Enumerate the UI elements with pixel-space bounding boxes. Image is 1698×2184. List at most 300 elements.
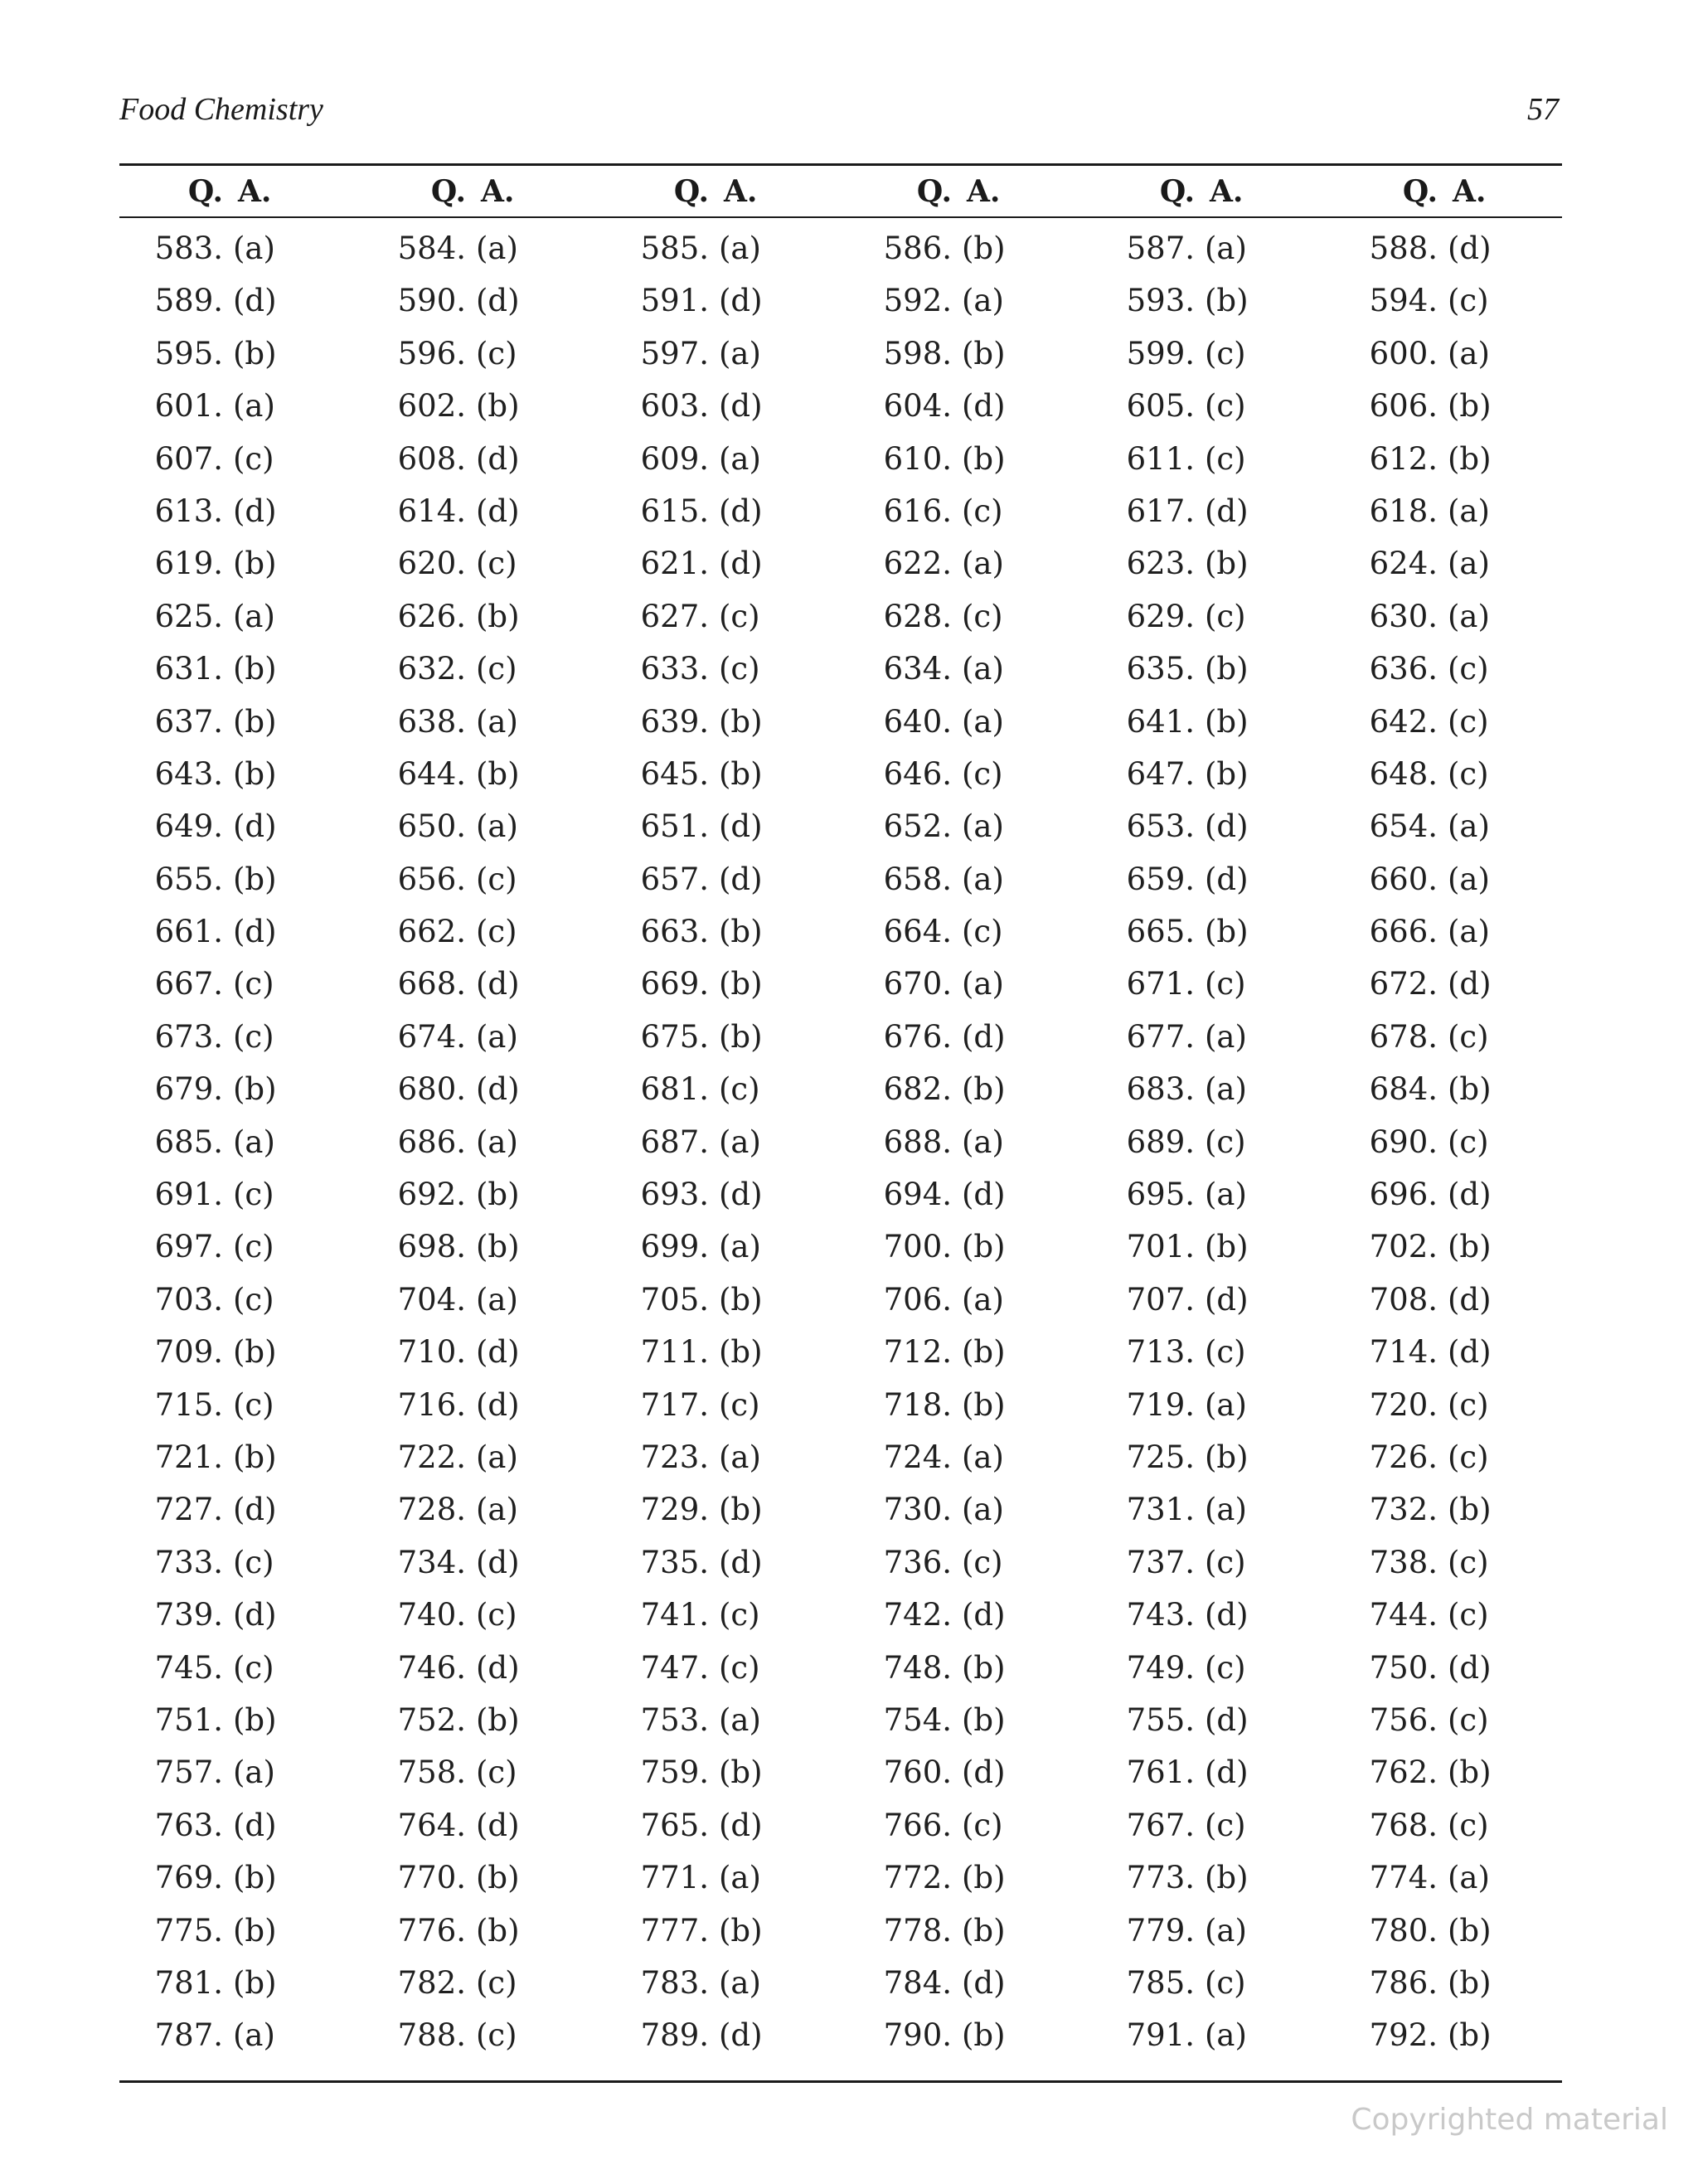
table-top-rule — [119, 163, 1562, 166]
table-row — [119, 696, 1562, 748]
answer-option: (b) — [1448, 388, 1492, 425]
question-number: 782. — [397, 1964, 466, 2001]
answer-option: (b) — [1205, 1860, 1249, 1896]
answer-option: (a) — [476, 1281, 518, 1318]
answer-option: (d) — [719, 493, 763, 529]
question-number: 771. — [640, 1860, 709, 1896]
table-row — [119, 1536, 1562, 1589]
answer-option: (b) — [476, 1701, 520, 1738]
answer-option: (a) — [962, 861, 1004, 897]
table-header-rule — [119, 216, 1562, 218]
answer-option: (b) — [233, 1439, 277, 1475]
question-number: 755. — [1126, 1701, 1195, 1738]
answer-option: (a) — [476, 1018, 518, 1055]
question-number: 629. — [1126, 598, 1195, 634]
question-number: 689. — [1126, 1124, 1195, 1160]
question-number: 651. — [640, 808, 709, 845]
question-number: 774. — [1369, 1860, 1438, 1896]
answer-option: (a) — [1205, 1071, 1247, 1108]
answer-option: (b) — [719, 755, 763, 792]
answer-option: (c) — [719, 651, 760, 687]
question-number: 601. — [154, 388, 223, 425]
table-row — [119, 1589, 1562, 1641]
column-header-q: Q. — [1402, 174, 1438, 209]
answer-option: (a) — [962, 703, 1004, 740]
answer-option: (b) — [1205, 283, 1249, 319]
answer-option: (d) — [719, 808, 763, 845]
answer-option: (c) — [719, 598, 760, 634]
question-number: 625. — [154, 598, 223, 634]
table-header-row — [119, 167, 1562, 216]
answer-option: (d) — [233, 1492, 277, 1528]
question-number: 773. — [1126, 1860, 1195, 1896]
question-number: 691. — [154, 1177, 223, 1213]
answer-option: (a) — [1448, 861, 1490, 897]
answer-option: (b) — [1205, 1229, 1249, 1265]
question-number: 715. — [154, 1386, 223, 1423]
answer-option: (b) — [719, 914, 763, 950]
question-number: 780. — [1369, 1912, 1438, 1949]
answer-option: (c) — [1205, 1124, 1246, 1160]
question-number: 623. — [1126, 546, 1195, 582]
answer-option: (c) — [233, 1386, 274, 1423]
question-number: 777. — [640, 1912, 709, 1949]
answer-option: (b) — [719, 1281, 763, 1318]
answer-option: (c) — [1448, 1597, 1489, 1633]
answer-option: (b) — [233, 1071, 277, 1108]
question-number: 636. — [1369, 651, 1438, 687]
table-row — [119, 485, 1562, 537]
answer-option: (c) — [1205, 966, 1246, 1002]
question-number: 657. — [640, 861, 709, 897]
question-number: 660. — [1369, 861, 1438, 897]
page-number: 57 — [1527, 92, 1559, 127]
answer-option: (d) — [719, 1544, 763, 1580]
question-number: 751. — [154, 1701, 223, 1738]
question-number: 779. — [1126, 1912, 1195, 1949]
table-row — [119, 1852, 1562, 1904]
answer-option: (c) — [719, 1649, 760, 1686]
answer-option: (b) — [1205, 703, 1249, 740]
question-number: 658. — [883, 861, 952, 897]
answer-option: (a) — [1205, 1492, 1247, 1528]
answer-option: (d) — [476, 440, 520, 477]
question-number: 612. — [1369, 440, 1438, 477]
question-number: 679. — [154, 1071, 223, 1108]
answer-option: (c) — [476, 1597, 517, 1633]
table-row — [119, 328, 1562, 380]
question-number: 697. — [154, 1229, 223, 1265]
answer-option: (a) — [476, 808, 518, 845]
answer-option: (c) — [1205, 335, 1246, 371]
question-number: 659. — [1126, 861, 1195, 897]
answer-option: (b) — [233, 703, 277, 740]
answer-option: (a) — [962, 546, 1004, 582]
question-number: 690. — [1369, 1124, 1438, 1160]
question-number: 706. — [883, 1281, 952, 1318]
question-number: 791. — [1126, 2017, 1195, 2054]
question-number: 721. — [154, 1439, 223, 1475]
answer-option: (c) — [233, 1544, 274, 1580]
question-number: 786. — [1369, 1964, 1438, 2001]
answer-option: (c) — [1448, 1124, 1489, 1160]
column-header-q: Q. — [1159, 174, 1195, 209]
answer-option: (d) — [476, 283, 520, 319]
question-number: 681. — [640, 1071, 709, 1108]
question-number: 620. — [397, 546, 466, 582]
question-number: 698. — [397, 1229, 466, 1265]
question-number: 686. — [397, 1124, 466, 1160]
question-number: 784. — [883, 1964, 952, 2001]
answer-option: (c) — [233, 1281, 274, 1318]
question-number: 588. — [1369, 231, 1438, 266]
table-row — [119, 590, 1562, 643]
answer-option: (b) — [233, 861, 277, 897]
answer-option: (b) — [1448, 1964, 1492, 2001]
answer-option: (b) — [1448, 1912, 1492, 1949]
answer-option: (c) — [719, 1071, 760, 1108]
question-number: 726. — [1369, 1439, 1438, 1475]
answer-option: (c) — [1205, 1649, 1246, 1686]
answer-option: (b) — [233, 1964, 277, 2001]
question-number: 596. — [397, 335, 466, 371]
answer-option: (d) — [233, 1597, 277, 1633]
answer-option: (a) — [233, 2017, 275, 2054]
table-bottom-rule — [119, 2080, 1562, 2083]
column-header-q: Q. — [673, 174, 709, 209]
answer-option: (c) — [1205, 388, 1246, 425]
answer-option: (b) — [719, 703, 763, 740]
question-number: 672. — [1369, 966, 1438, 1002]
answer-option: (a) — [719, 1964, 761, 2001]
answer-option: (d) — [1205, 1754, 1249, 1791]
question-number: 722. — [397, 1439, 466, 1475]
question-number: 664. — [883, 914, 952, 950]
answer-option: (c) — [1205, 1807, 1246, 1843]
question-number: 696. — [1369, 1177, 1438, 1213]
question-number: 711. — [640, 1334, 709, 1371]
question-number: 718. — [883, 1386, 952, 1423]
table-row — [119, 380, 1562, 432]
question-number: 739. — [154, 1597, 223, 1633]
answer-option: (d) — [719, 283, 763, 319]
answer-option: (b) — [1205, 1439, 1249, 1475]
question-number: 785. — [1126, 1964, 1195, 2001]
answer-option: (b) — [1448, 1229, 1492, 1265]
question-number: 585. — [640, 231, 709, 266]
answer-option: (a) — [962, 1492, 1004, 1528]
answer-option: (c) — [1448, 1544, 1489, 1580]
answer-option: (d) — [962, 1018, 1006, 1055]
answer-option: (b) — [233, 335, 277, 371]
question-number: 766. — [883, 1807, 952, 1843]
question-number: 788. — [397, 2017, 466, 2054]
answer-option: (d) — [476, 1071, 520, 1108]
table-row — [119, 1326, 1562, 1378]
table-row — [119, 1168, 1562, 1221]
answer-option: (d) — [1448, 231, 1492, 266]
table-row — [119, 1957, 1562, 2009]
answer-option: (b) — [1205, 755, 1249, 792]
question-number: 611. — [1126, 440, 1195, 477]
question-number: 760. — [883, 1754, 952, 1791]
answer-option: (c) — [1205, 1544, 1246, 1580]
table-row — [119, 1642, 1562, 1694]
answer-option: (d) — [719, 1807, 763, 1843]
answer-option: (c) — [1448, 1439, 1489, 1475]
question-number: 759. — [640, 1754, 709, 1791]
question-number: 605. — [1126, 388, 1195, 425]
question-number: 732. — [1369, 1492, 1438, 1528]
question-number: 669. — [640, 966, 709, 1002]
answer-option: (c) — [962, 598, 1003, 634]
answer-option: (d) — [962, 1964, 1006, 2001]
question-number: 742. — [883, 1597, 952, 1633]
answer-option: (b) — [1205, 651, 1249, 687]
answer-option: (a) — [962, 283, 1004, 319]
question-number: 656. — [397, 861, 466, 897]
answer-option: (d) — [476, 1649, 520, 1686]
answer-option: (a) — [719, 1124, 761, 1160]
answer-option: (c) — [233, 1018, 274, 1055]
table-row — [119, 1746, 1562, 1798]
answer-option: (d) — [1205, 808, 1249, 845]
answer-option: (d) — [233, 808, 277, 845]
question-number: 650. — [397, 808, 466, 845]
question-number: 648. — [1369, 755, 1438, 792]
question-number: 634. — [883, 651, 952, 687]
question-number: 676. — [883, 1018, 952, 1055]
answer-option: (d) — [719, 861, 763, 897]
table-row — [119, 1694, 1562, 1746]
answer-option: (b) — [476, 1912, 520, 1949]
answer-option: (c) — [962, 1807, 1003, 1843]
answer-option: (c) — [476, 1964, 517, 2001]
answer-option: (b) — [962, 1229, 1006, 1265]
table-row — [119, 222, 1562, 274]
question-number: 762. — [1369, 1754, 1438, 1791]
question-number: 642. — [1369, 703, 1438, 740]
question-number: 673. — [154, 1018, 223, 1055]
answer-option: (c) — [233, 1649, 274, 1686]
answer-option: (d) — [233, 914, 277, 950]
answer-option: (b) — [233, 651, 277, 687]
answer-option: (d) — [719, 388, 763, 425]
column-header-q: Q. — [187, 174, 223, 209]
table-row — [119, 1063, 1562, 1115]
answer-option: (d) — [1448, 1649, 1492, 1686]
question-number: 583. — [154, 231, 223, 266]
question-number: 626. — [397, 598, 466, 634]
column-header-a: A. — [238, 174, 272, 209]
answer-option: (c) — [962, 493, 1003, 529]
question-number: 649. — [154, 808, 223, 845]
question-number: 702. — [1369, 1229, 1438, 1265]
answer-option: (b) — [719, 1912, 763, 1949]
question-number: 600. — [1369, 335, 1438, 371]
question-number: 725. — [1126, 1439, 1195, 1475]
answer-option: (d) — [233, 1807, 277, 1843]
answer-option: (a) — [962, 808, 1004, 845]
answer-option: (a) — [1205, 1018, 1247, 1055]
answer-option: (b) — [962, 440, 1006, 477]
answer-option: (d) — [476, 1386, 520, 1423]
question-number: 684. — [1369, 1071, 1438, 1108]
answer-option: (b) — [962, 231, 1006, 266]
question-number: 614. — [397, 493, 466, 529]
question-number: 778. — [883, 1912, 952, 1949]
answer-option: (c) — [476, 1754, 517, 1791]
question-number: 652. — [883, 808, 952, 845]
answer-option: (a) — [476, 1124, 518, 1160]
answer-option: (c) — [1448, 1701, 1489, 1738]
answer-option: (a) — [1448, 1860, 1490, 1896]
answer-option: (a) — [1205, 1177, 1247, 1213]
answer-option: (d) — [962, 1754, 1006, 1791]
question-number: 719. — [1126, 1386, 1195, 1423]
answer-option: (c) — [1448, 755, 1489, 792]
question-number: 781. — [154, 1964, 223, 2001]
answer-option: (a) — [476, 1439, 518, 1475]
question-number: 700. — [883, 1229, 952, 1265]
question-number: 674. — [397, 1018, 466, 1055]
answer-option: (a) — [1448, 598, 1490, 634]
answer-option: (a) — [1448, 493, 1490, 529]
question-number: 667. — [154, 966, 223, 1002]
table-row — [119, 1905, 1562, 1957]
answer-option: (b) — [233, 1860, 277, 1896]
copyright-watermark: Copyrighted material — [1351, 2103, 1668, 2137]
answer-option: (b) — [719, 1018, 763, 1055]
question-number: 604. — [883, 388, 952, 425]
question-number: 646. — [883, 755, 952, 792]
answer-option: (c) — [719, 1386, 760, 1423]
table-row — [119, 274, 1562, 327]
question-number: 707. — [1126, 1281, 1195, 1318]
question-number: 647. — [1126, 755, 1195, 792]
question-number: 728. — [397, 1492, 466, 1528]
question-number: 639. — [640, 703, 709, 740]
answer-option: (d) — [1205, 1701, 1249, 1738]
question-number: 666. — [1369, 914, 1438, 950]
answer-option: (a) — [719, 335, 761, 371]
question-number: 616. — [883, 493, 952, 529]
answer-option: (d) — [476, 1544, 520, 1580]
answer-option: (a) — [233, 388, 275, 425]
answer-option: (b) — [476, 598, 520, 634]
question-number: 584. — [397, 231, 466, 266]
question-number: 758. — [397, 1754, 466, 1791]
answer-option: (a) — [1448, 546, 1490, 582]
question-number: 635. — [1126, 651, 1195, 687]
answer-option: (d) — [1448, 1177, 1492, 1213]
question-number: 743. — [1126, 1597, 1195, 1633]
table-row — [119, 537, 1562, 590]
answer-option: (b) — [476, 1177, 520, 1213]
answer-option: (b) — [719, 1754, 763, 1791]
table-row — [119, 853, 1562, 905]
answer-option: (b) — [962, 1649, 1006, 1686]
question-number: 590. — [397, 283, 466, 319]
question-number: 622. — [883, 546, 952, 582]
answer-option: (a) — [1448, 808, 1490, 845]
answer-option: (b) — [1448, 1754, 1492, 1791]
question-number: 740. — [397, 1597, 466, 1633]
question-number: 724. — [883, 1439, 952, 1475]
question-number: 761. — [1126, 1754, 1195, 1791]
answer-option: (c) — [1448, 1018, 1489, 1055]
answer-option: (c) — [476, 2017, 517, 2054]
question-number: 764. — [397, 1807, 466, 1843]
question-number: 752. — [397, 1701, 466, 1738]
question-number: 633. — [640, 651, 709, 687]
question-number: 678. — [1369, 1018, 1438, 1055]
answer-key-table — [119, 222, 1562, 2062]
question-number: 772. — [883, 1860, 952, 1896]
question-number: 712. — [883, 1334, 952, 1371]
question-number: 675. — [640, 1018, 709, 1055]
question-number: 767. — [1126, 1807, 1195, 1843]
answer-option: (b) — [1448, 440, 1492, 477]
question-number: 592. — [883, 283, 952, 319]
answer-option: (d) — [1205, 1281, 1249, 1318]
table-row — [119, 643, 1562, 695]
question-number: 609. — [640, 440, 709, 477]
answer-option: (a) — [476, 703, 518, 740]
question-number: 746. — [397, 1649, 466, 1686]
answer-option: (b) — [962, 1912, 1006, 1949]
answer-option: (a) — [962, 1281, 1004, 1318]
question-number: 757. — [154, 1754, 223, 1791]
answer-option: (d) — [1448, 1334, 1492, 1371]
answer-option: (a) — [719, 1860, 761, 1896]
answer-option: (d) — [1205, 861, 1249, 897]
answer-option: (b) — [476, 1229, 520, 1265]
question-number: 789. — [640, 2017, 709, 2054]
question-number: 748. — [883, 1649, 952, 1686]
question-number: 749. — [1126, 1649, 1195, 1686]
question-number: 763. — [154, 1807, 223, 1843]
question-number: 663. — [640, 914, 709, 950]
answer-option: (b) — [233, 1701, 277, 1738]
answer-option: (a) — [1205, 1386, 1247, 1423]
question-number: 618. — [1369, 493, 1438, 529]
question-number: 765. — [640, 1807, 709, 1843]
question-number: 708. — [1369, 1281, 1438, 1318]
answer-option: (c) — [233, 1177, 274, 1213]
answer-option: (b) — [233, 1912, 277, 1949]
answer-option: (b) — [962, 1860, 1006, 1896]
question-number: 729. — [640, 1492, 709, 1528]
question-number: 768. — [1369, 1807, 1438, 1843]
question-number: 615. — [640, 493, 709, 529]
answer-option: (b) — [962, 1071, 1006, 1108]
question-number: 613. — [154, 493, 223, 529]
question-number: 753. — [640, 1701, 709, 1738]
answer-option: (c) — [1448, 283, 1489, 319]
question-number: 602. — [397, 388, 466, 425]
question-number: 668. — [397, 966, 466, 1002]
question-number: 640. — [883, 703, 952, 740]
question-number: 704. — [397, 1281, 466, 1318]
running-head-title: Food Chemistry — [119, 92, 323, 127]
column-header-a: A. — [481, 174, 515, 209]
question-number: 628. — [883, 598, 952, 634]
question-number: 741. — [640, 1597, 709, 1633]
answer-option: (a) — [1448, 335, 1490, 371]
answer-option: (c) — [1205, 1334, 1246, 1371]
question-number: 695. — [1126, 1177, 1195, 1213]
